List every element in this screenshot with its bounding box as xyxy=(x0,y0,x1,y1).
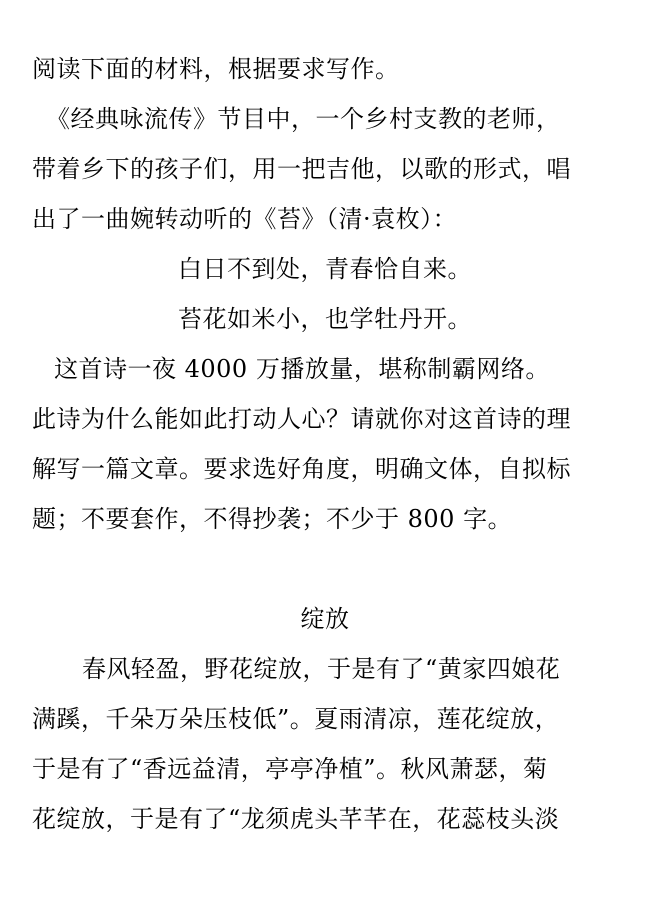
poem-line: 白日不到处，青春恰自来。 xyxy=(178,255,472,283)
prompt-material-line: 《经典咏流传》节目中，一个乡村支教的老师， xyxy=(46,105,561,133)
prompt-material-line: 出了一曲婉转动听的《苔》（清·袁枚）： xyxy=(32,205,458,233)
prompt-requirement-line: 题；不要套作，不得抄袭；不少于 800 字。 xyxy=(32,505,513,533)
prompt-requirement-line: 此诗为什么能如此打动人心？请就你对这首诗的理 xyxy=(32,405,571,433)
essay-paragraph-line: 于是有了“香远益清，亭亭净植”。秋风萧瑟，菊 xyxy=(32,755,548,783)
essay-title: 绽放 xyxy=(300,605,350,633)
prompt-note: 这首诗一夜 4000 万播放量，堪称制霸网络。 xyxy=(54,355,550,383)
prompt-instruction: 阅读下面的材料，根据要求写作。 xyxy=(32,55,400,83)
essay-paragraph-line: 春风轻盈，野花绽放，于是有了“黄家四娘花 xyxy=(82,655,561,683)
prompt-material-line: 带着乡下的孩子们，用一把吉他，以歌的形式，唱 xyxy=(32,155,571,183)
poem-line: 苔花如米小，也学牡丹开。 xyxy=(178,305,472,333)
essay-paragraph-line: 花绽放，于是有了“龙须虎头芊芊在，花蕊枝头淡 xyxy=(32,805,560,833)
essay-paragraph-line: 满蹊，千朵万朵压枝低”。夏雨清凉，莲花绽放， xyxy=(32,705,560,733)
prompt-requirement-line: 解写一篇文章。要求选好角度，明确文体，自拟标 xyxy=(32,455,571,483)
